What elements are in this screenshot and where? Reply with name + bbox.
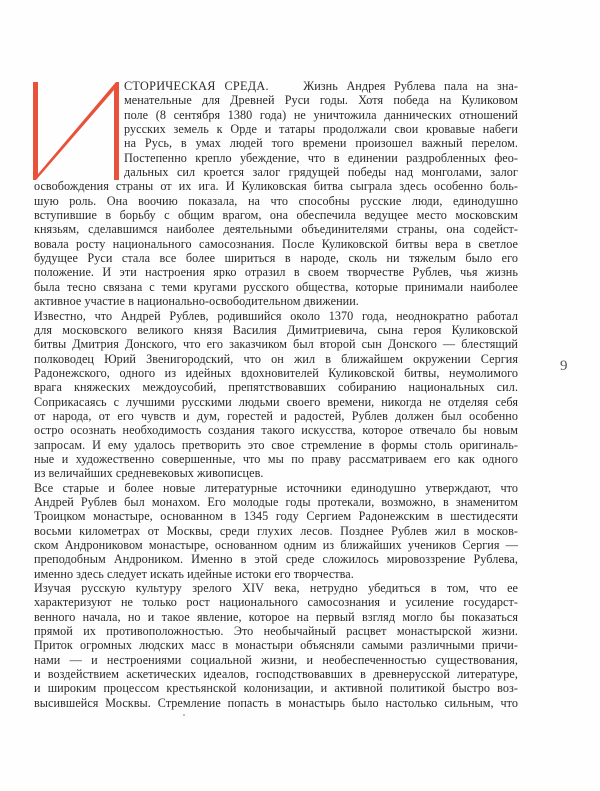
text-line: вступившие в борьбу с общим врагом, она обеспечила ведущее место московским: [34, 208, 518, 223]
text-line: поле (8 сентября 1380 года) не уничтожила даннических отношений: [124, 107, 518, 122]
text-line: от народа, от его чувств и дум, горестей и радостей, Рублев должен был особенно: [34, 408, 518, 423]
text-line: будущее Руси стала все более шириться в народе, сколь ни тяжелым было его: [34, 251, 518, 266]
text-line: из величайших средневековых живописцев.: [34, 466, 264, 481]
text-line: битвы Дмитрия Донского, что его заказчиком был второй сын Донского — блестящий: [34, 337, 518, 352]
text-line: на Русь, в умах людей того времени произошел важный перелом.: [124, 136, 518, 151]
paragraph: [34, 79, 518, 309]
text-line: именно здесь следует искать идейные истоки его творчества.: [34, 566, 354, 581]
print-speck: [183, 714, 185, 716]
text-line: Известно, что Андрей Рублев, родившийся около 1370 года, неоднократно работал: [34, 308, 518, 323]
text-line: освобождения страны от их ига. И Куликовская битва сыграла здесь особенно боль-: [34, 179, 518, 194]
text-line: остро осознать необходимость создания такого искусства, которое отвечало бы новым: [34, 423, 518, 438]
text-line: прямой их противоположностью. Это необычайный расцвет монастырской жизни.: [34, 624, 518, 639]
text-line: шую роль. Она воочию показала, на что способны русские люди, единодушно: [34, 193, 518, 208]
text-line: Приток огромных людских масс в монастыри объясняли самыми различными причи-: [34, 638, 518, 653]
text-line: дальных сил кроется залог грядущей победы над монголами, залог: [124, 165, 518, 180]
text-line: ные и художественно совершенные, что мы по праву рассматриваем его как одного: [34, 451, 518, 466]
text-line: менательные для Древней Руси годы. Хотя победа на Куликовом: [124, 93, 518, 108]
text-line: князьям, сделавшимся наиболее деятельными объединителями страны, она содейст-: [34, 222, 518, 237]
page-number: 9: [560, 358, 568, 374]
text-line: полководец Юрий Звенигородский, что он жил в ближайшем окружении Сергия: [34, 351, 518, 366]
text-line: и широким процессом крестьянской колонизации, и активной политикой быстро воз-: [34, 681, 518, 696]
text-line: Постепенно крепло убеждение, что в единении раздробленных фео-: [124, 150, 518, 165]
text-line: была тесно связана с теми кругами русского общества, которые принимали наиболее: [34, 279, 518, 294]
text-line: запросам. И ему удалось претворить это свое стремление в формы столь оригиналь-: [34, 437, 518, 452]
paragraph: [34, 481, 518, 581]
paragraph: [34, 581, 518, 710]
section-heading: СТОРИЧЕСКАЯ СРЕДА.: [124, 79, 269, 93]
text-line: восьми километрах от Москвы, среди глухих лесов. Позднее Рублев жил в москов-: [34, 523, 518, 538]
text-line: Андрей Рублев был монахом. Его молодые годы протекали, возможно, в знаменитом: [34, 494, 518, 509]
text-line-content: Жизнь Андрея Рублева пала на зна-: [303, 79, 519, 93]
text-line: для московского великого князя Василия Димитриевича, сына героя Куликовской: [34, 322, 518, 337]
text-line: вовала росту национального самосознания. После Куликовской битвы вера в светлое: [34, 236, 518, 251]
text-line: ском Андрониковом монастыре, основанном одним из ближайших учеников Сергия —: [34, 538, 518, 552]
text-line: высившейся Москвы. Стремление попасть в монастырь было настолько сильным, что: [34, 695, 518, 710]
text-line: преподобным Андроником. Именно в этой среде сложилось мировоззрение Рублева,: [34, 552, 518, 567]
text-line: Все старые и более новые литературные источники единодушно утверждают, что: [34, 480, 518, 495]
text-line: Соприкасаясь с лучшими русскими людьми своего времени, никогда не отделяя себя: [34, 394, 518, 409]
text-line: врага княжеских междоусобий, препятствовавших собиранию национальных сил.: [34, 380, 518, 395]
text-line: венного начала, но и такое явление, которое на первый взгляд могло бы показаться: [34, 609, 518, 624]
article-body: [34, 79, 518, 710]
text-line: [124, 79, 518, 93]
text-line: нами — и нестроениями социальной жизни, и необеспеченностью существования,: [34, 652, 518, 667]
paragraph: [34, 309, 518, 481]
text-line: положение. И эти настроения ярко отразил в своем творчестве Рублев, чья жизнь: [34, 265, 518, 280]
text-line: активное участие в национально-освободительном движении.: [34, 294, 359, 309]
text-line: и воздействием аскетических идеалов, господствовавших в древнерусской литературе,: [34, 667, 518, 682]
text-line: Троицком монастыре, основанном в 1345 году Сергием Радонежским в шестидесяти: [34, 509, 518, 524]
text-line: Радонежского, одного из идейных вдохновителей Куликовской битвы, неумолимого: [34, 365, 518, 380]
text-line: характеризуют не только рост национального самосознания и усиление государст-: [34, 595, 518, 610]
text-line: русских земель к Орде и татары продолжали свои кровавые набеги: [124, 122, 518, 137]
text-line: Изучая русскую культуру зрелого XIV века, нетрудно убедиться в том, что ее: [34, 581, 518, 596]
